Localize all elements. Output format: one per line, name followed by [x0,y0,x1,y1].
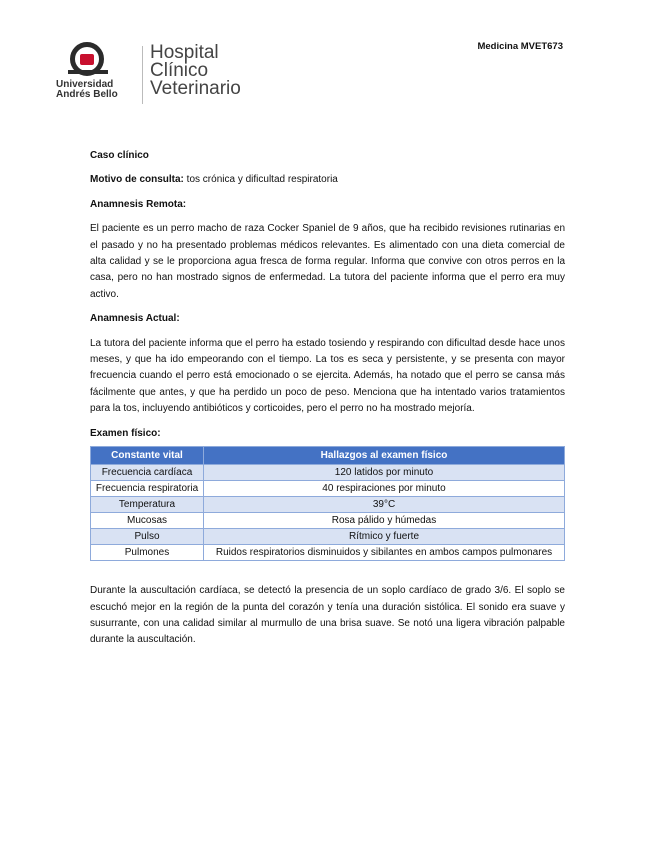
cell-value: 40 respiraciones por minuto [204,481,565,497]
table-row [91,465,565,481]
examen-label: Examen físico: [90,427,161,439]
auscultacion-text: Durante la auscultación cardíaca, se detectó la presencia de un soplo cardíaco de grado 3/6. El soplo se escuchó mejor en la región de la punta del corazón y tenía una duración sistólica. El sonido era suave y susurrante, con una calidad similar al murmullo de una brisa suave. Se notó una ligera vibración palpable durante la auscultación. [90,585,565,646]
logo-hospital-text: Hospital Clínico Veterinario [150,42,241,99]
cell-key: Frecuencia cardíaca [91,465,204,481]
remota-text: El paciente es un perro macho de raza Cocker Spaniel de 9 años, que ha recibido revisiones rutinarias en el pasado y no ha presentado problemas médicos relevantes. Es alimentado con una dieta comercial de alta calidad y se le proporciona agua fresca de forma regular. Informa que convive con otros perros en la casa, pero no han mostrado signos de enfermedad. La tutora del paciente informa que el perro era muy activo. [90,223,565,300]
cell-key: Pulmones [91,545,204,561]
cell-value: Rítmico y fuerte [204,529,565,545]
header-hallazgos: Hallazgos al examen físico [204,447,565,465]
cell-key: Temperatura [91,497,204,513]
cell-value: 39°C [204,497,565,513]
cell-value: Ruidos respiratorios disminuidos y sibilantes en ambos campos pulmonares [204,545,565,561]
table-row [91,497,565,513]
actual-text: La tutora del paciente informa que el perro ha estado tosiendo y respirando con dificultad desde hace unos meses, y que ha ido empeorando con el tiempo. La tos es seca y persistente, y se presenta con mayor frecuencia cuando el perro está emocionado o se ejercita. Además, ha notado que el perro se cansa más fácilmente que antes, y que ha perdido un poco de peso. Menciona que ha intentado varios tratamientos para la tos, incluyendo antibióticos y corticoides, pero el perro no ha mostrado mejoría. [90,337,565,415]
university-logo [54,40,244,106]
motivo [90,172,565,188]
remota-label: Anamnesis Remota: [90,198,187,210]
motivo-text: tos crónica y dificultad respiratoria [183,174,338,186]
table-row [91,529,565,545]
logo-university-text: Universidad Andrés Bello [56,79,118,100]
cell-key: Mucosas [91,513,204,529]
document-body [90,148,565,657]
vitals-table [90,446,565,561]
table-row [91,481,565,497]
cell-value: 120 latidos por minuto [204,465,565,481]
motivo-label: Motivo de consulta: [90,174,184,186]
table-row [91,545,565,561]
course-code: Medicina MVET673 [477,41,563,52]
cell-key: Pulso [91,529,204,545]
table-row [91,513,565,529]
cell-value: Rosa pálido y húmedas [204,513,565,529]
case-title: Caso clínico [90,150,149,161]
cell-key: Frecuencia respiratoria [91,481,204,497]
actual-label: Anamnesis Actual: [90,313,180,325]
header-constante: Constante vital [91,447,204,465]
